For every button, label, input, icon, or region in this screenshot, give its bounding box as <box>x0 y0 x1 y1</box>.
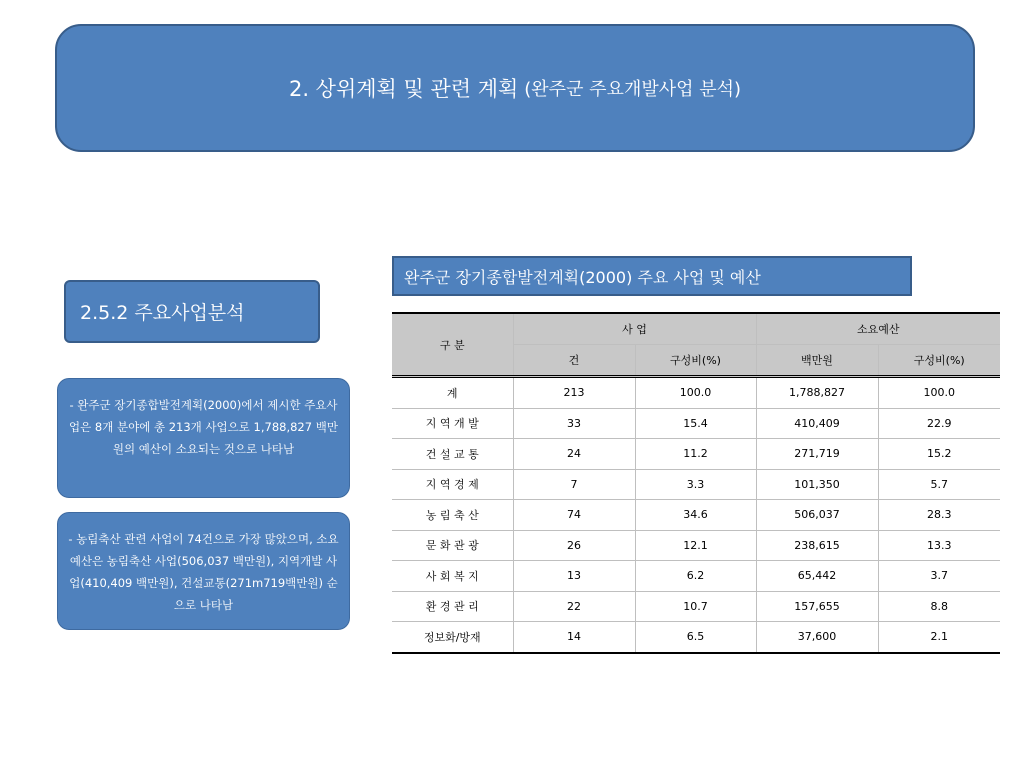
table-row <box>392 377 1000 409</box>
cell-count: 74 <box>513 500 635 531</box>
cell-ratio-business: 6.2 <box>635 561 756 592</box>
cell-ratio-budget: 22.9 <box>878 408 1000 439</box>
note-text-summary: - 완주군 장기종합발전계획(2000)에서 제시한 주요사업은 8개 분야에 총 213개 사업으로 1,788,827 백만원의 예산이 소요되는 것으로 나타남 <box>69 398 338 456</box>
cell-ratio-business: 34.6 <box>635 500 756 531</box>
note-text-details: - 농림축산 관련 사업이 74건으로 가장 많았으며, 소요예산은 농림축산 사업(506,037 백만원), 지역개발 사업(410,409 백만원), 건설교통(271m719백만원) 순으로 나타남 <box>68 532 339 612</box>
cell-name: 사 회 복 지 <box>392 561 513 592</box>
section-heading-label: 2.5.2 주요사업분석 <box>80 302 245 324</box>
cell-ratio-budget: 2.1 <box>878 622 1000 653</box>
slide-title-sub: (완주군 주요개발사업 분석) <box>524 79 742 100</box>
cell-count: 7 <box>513 469 635 500</box>
cell-ratio-business: 10.7 <box>635 591 756 622</box>
table-header-row-1 <box>392 313 1000 345</box>
cell-name: 정보화/방재 <box>392 622 513 653</box>
cell-ratio-business: 6.5 <box>635 622 756 653</box>
cell-ratio-business: 100.0 <box>635 377 756 409</box>
cell-name: 건 설 교 통 <box>392 439 513 470</box>
header-count: 건 <box>513 345 635 377</box>
cell-amount: 37,600 <box>756 622 878 653</box>
table-row <box>392 530 1000 561</box>
cell-count: 13 <box>513 561 635 592</box>
cell-name: 계 <box>392 377 513 409</box>
cell-ratio-business: 15.4 <box>635 408 756 439</box>
header-group-budget: 소요예산 <box>756 313 1000 345</box>
cell-ratio-budget: 13.3 <box>878 530 1000 561</box>
cell-amount: 65,442 <box>756 561 878 592</box>
cell-amount: 157,655 <box>756 591 878 622</box>
cell-ratio-budget: 3.7 <box>878 561 1000 592</box>
cell-ratio-business: 12.1 <box>635 530 756 561</box>
cell-count: 14 <box>513 622 635 653</box>
header-ratio-business: 구성비(%) <box>635 345 756 377</box>
header-category: 구 분 <box>392 313 513 377</box>
cell-ratio-business: 3.3 <box>635 469 756 500</box>
cell-amount: 271,719 <box>756 439 878 470</box>
table-row <box>392 591 1000 622</box>
table-row <box>392 622 1000 653</box>
table-row <box>392 408 1000 439</box>
table-row <box>392 469 1000 500</box>
cell-name: 환 경 관 리 <box>392 591 513 622</box>
cell-ratio-budget: 15.2 <box>878 439 1000 470</box>
slide-title <box>55 24 975 152</box>
note-box-summary <box>57 378 350 498</box>
cell-amount: 101,350 <box>756 469 878 500</box>
note-box-details <box>57 512 350 630</box>
cell-count: 213 <box>513 377 635 409</box>
header-ratio-budget: 구성비(%) <box>878 345 1000 377</box>
cell-amount: 410,409 <box>756 408 878 439</box>
header-amount: 백만원 <box>756 345 878 377</box>
table-row <box>392 561 1000 592</box>
cell-amount: 238,615 <box>756 530 878 561</box>
cell-ratio-business: 11.2 <box>635 439 756 470</box>
cell-ratio-budget: 8.8 <box>878 591 1000 622</box>
cell-name: 문 화 관 광 <box>392 530 513 561</box>
cell-amount: 1,788,827 <box>756 377 878 409</box>
cell-ratio-budget: 28.3 <box>878 500 1000 531</box>
cell-name: 지 역 경 제 <box>392 469 513 500</box>
table-row <box>392 439 1000 470</box>
cell-ratio-budget: 100.0 <box>878 377 1000 409</box>
cell-count: 33 <box>513 408 635 439</box>
cell-name: 지 역 개 발 <box>392 408 513 439</box>
cell-name: 농 림 축 산 <box>392 500 513 531</box>
table-caption <box>392 256 912 296</box>
cell-ratio-budget: 5.7 <box>878 469 1000 500</box>
slide-title-main: 2. 상위계획 및 관련 계획 <box>288 77 519 101</box>
cell-count: 24 <box>513 439 635 470</box>
table-row <box>392 500 1000 531</box>
header-group-business: 사 업 <box>513 313 756 345</box>
cell-count: 26 <box>513 530 635 561</box>
budget-table <box>392 312 1000 654</box>
section-heading <box>64 280 320 343</box>
cell-count: 22 <box>513 591 635 622</box>
table-caption-text: 완주군 장기종합발전계획(2000) 주요 사업 및 예산 <box>404 267 761 287</box>
cell-amount: 506,037 <box>756 500 878 531</box>
